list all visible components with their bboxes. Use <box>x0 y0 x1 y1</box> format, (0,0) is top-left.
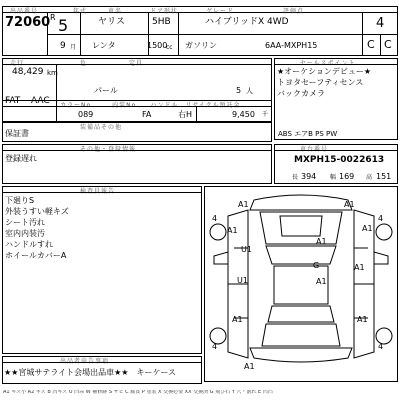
damage-mark: A1 <box>344 200 355 209</box>
damage-mark: A1 <box>232 315 243 324</box>
make-model: ヤリス <box>98 17 125 27</box>
inspection-type: レンタ <box>92 41 116 50</box>
damage-mark: A1 <box>357 315 368 324</box>
interior-grade: C <box>367 38 375 51</box>
damage-mark: 4 <box>212 214 218 223</box>
option-item: ★オーケションデビュー★ <box>277 67 372 76</box>
option-item: バックカメラ <box>277 89 325 98</box>
chassis-code: 6AA-MXPH15 <box>265 41 318 50</box>
door-type: 5HB <box>152 17 171 27</box>
length-label: 長 <box>292 174 299 181</box>
damage-mark: A1 <box>362 224 373 233</box>
displacement-unit: cc <box>166 44 173 51</box>
damage-mark: U1 <box>237 276 248 285</box>
inspector-note: ハンドルすれ <box>5 240 53 249</box>
steering-side: 右H <box>178 110 193 119</box>
seller-notes: ★★宮城サテライト会場出品車★★ キーケース <box>4 368 177 377</box>
seat-unit: 人 <box>246 87 253 95</box>
trim-code: FA <box>142 110 152 119</box>
exterior-color: パール <box>94 86 118 95</box>
damage-mark: U1 <box>241 245 252 254</box>
equipment-list: ABS エアB PS PW <box>278 130 338 138</box>
vehicle-height: 151 <box>376 172 392 181</box>
grade: ハイブリッドX 4WD <box>205 17 289 27</box>
width-label: 幅 <box>330 174 337 181</box>
chassis-number: MXPH15-0022613 <box>294 155 385 165</box>
air-conditioning: AAC <box>31 96 50 106</box>
displacement: 1500 <box>147 41 168 50</box>
inspector-note: 室内内装汚 <box>5 229 45 238</box>
damage-mark: A1 <box>227 226 238 235</box>
price-unit: 千 <box>262 111 269 118</box>
damage-mark: A1 <box>238 200 249 209</box>
damage-mark: A1 <box>316 277 327 286</box>
recycle-price: 9,450 <box>232 110 255 119</box>
model-year: 5 <box>58 16 69 35</box>
warranty-box <box>2 122 272 142</box>
vehicle-length: 394 <box>301 172 317 181</box>
damage-mark: 4 <box>378 342 384 351</box>
exterior-grade: C <box>384 38 392 51</box>
lot-number: 72060 <box>5 15 51 30</box>
inspector-note: 外装うすい軽キズ <box>5 207 69 216</box>
damage-legend: A1 キズ小 A2 キズ B 凹キズ U 凹み W 補修跡 S サビ C 腐食 P 塗装 X 交換必要 XX 交換済 G 飛び石 Y 穴・割れ E 凹凸 <box>3 390 273 395</box>
warranty: 保証書 <box>5 129 29 138</box>
damage-mark: A1 <box>354 263 365 272</box>
damage-mark: A1 <box>244 362 255 371</box>
fuel-type: ガソリン <box>185 41 217 50</box>
transmission: FAT <box>5 96 21 106</box>
mileage-unit: km <box>47 69 58 77</box>
damage-mark: G <box>313 261 320 270</box>
month-unit: 月 <box>70 44 77 51</box>
seat-capacity: 5 <box>236 86 242 95</box>
year-era: R <box>50 13 56 22</box>
height-label: 高 <box>366 174 373 181</box>
damage-mark: 4 <box>212 342 218 351</box>
car-diagram <box>204 186 398 382</box>
header-labels: 出品番号 年式 車名 ドア形状 グレード 評価点 <box>10 8 304 15</box>
damage-mark: 4 <box>378 214 384 223</box>
mileage: 48,429 <box>12 67 44 77</box>
model-month: 9 <box>60 41 66 51</box>
inspector-note: 下廻りS <box>5 196 35 205</box>
inspector-note: シート汚れ <box>5 218 45 227</box>
damage-mark: A1 <box>316 237 327 246</box>
color-code: 089 <box>78 110 94 119</box>
inspector-note: ホイールカバーA <box>5 251 67 260</box>
option-item: トヨタセーフティセンス <box>277 78 364 87</box>
registration-note: 登録遅れ <box>5 154 37 163</box>
rating: 4 <box>376 16 385 31</box>
vehicle-width: 169 <box>339 172 355 181</box>
